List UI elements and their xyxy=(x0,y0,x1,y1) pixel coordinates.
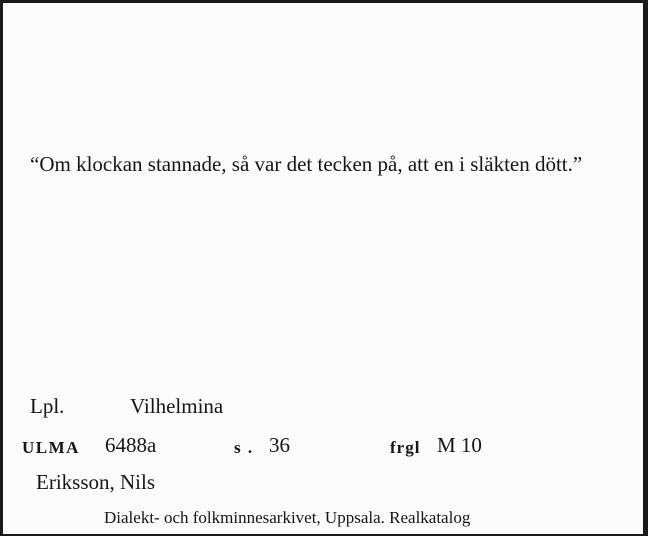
informant-name: Eriksson, Nils xyxy=(36,470,156,494)
lpl-label: Lpl. xyxy=(30,394,65,418)
frgl-label: frgl xyxy=(390,438,421,457)
ulma-label: ULMA xyxy=(22,438,80,457)
card-border-right xyxy=(643,0,648,536)
card-border-left xyxy=(0,0,3,536)
page-value: 36 xyxy=(269,433,290,457)
quote-text: “Om klockan stannade, så var det tecken på, att en i släkten dött.” xyxy=(30,152,583,176)
ulma-value: 6488a xyxy=(105,433,157,457)
card-border-top xyxy=(0,0,648,3)
archive-footer: Dialekt- och folkminnesarkivet, Uppsala. Realkatalog xyxy=(104,508,471,527)
page-label: s . xyxy=(234,438,254,457)
lpl-value: Vilhelmina xyxy=(130,394,224,418)
frgl-value: M 10 xyxy=(437,433,482,457)
